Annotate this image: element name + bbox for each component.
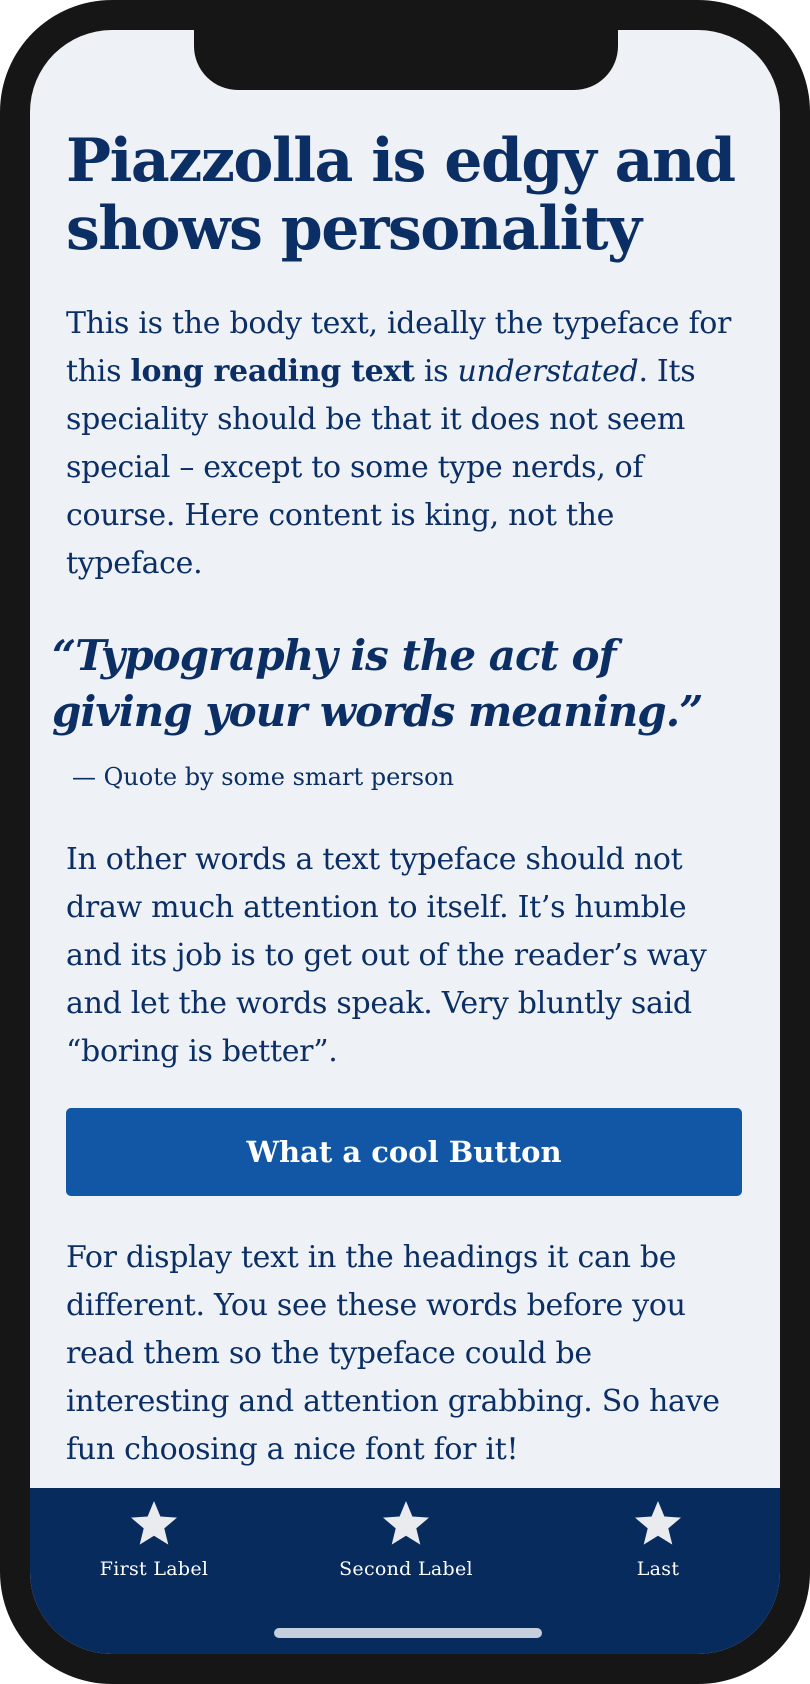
tab-first[interactable] xyxy=(54,1488,254,1598)
blockquote xyxy=(52,628,750,792)
page-title: Piazzolla is edgy and shows personality xyxy=(66,126,735,264)
intro-paragraph xyxy=(66,300,750,588)
screen xyxy=(30,30,780,1654)
home-indicator[interactable] xyxy=(274,1628,542,1638)
article xyxy=(52,126,750,1474)
intro-text-start: This is the body text, ideally the typeface for this xyxy=(66,305,732,389)
cool-button[interactable]: What a cool Button xyxy=(66,1108,742,1196)
tab-last[interactable] xyxy=(558,1488,758,1598)
tab-second[interactable] xyxy=(306,1488,506,1598)
second-paragraph: In other words a text typeface should not draw much attention to itself. It’s humble and its job is to get out of the reader’s way and let the words speak. Very bluntly said “boring is better”. xyxy=(66,841,707,1069)
intro-italic-text: understated xyxy=(457,353,639,389)
star-icon xyxy=(632,1498,684,1550)
quote-author: — Quote by some smart person xyxy=(72,762,454,791)
intro-bold-text: long reading text xyxy=(130,353,415,389)
quote-text: “Typography is the act of giving your words meaning.” xyxy=(52,630,703,736)
bottom-tab-bar xyxy=(30,1488,780,1654)
tab-label: Last xyxy=(636,1558,680,1580)
notch xyxy=(194,30,618,90)
intro-text-middle: is xyxy=(414,353,458,389)
tab-label: First Label xyxy=(99,1558,209,1580)
star-icon xyxy=(380,1498,432,1550)
third-paragraph: For display text in the headings it can be different. You see these words before you read them so the typeface could be interesting and attention grabbing. So have fun choosing a nice font for it! xyxy=(66,1239,720,1467)
intro-text-end: . Its speciality should be that it does not seem special – except to some type nerds, of course. Here content is king, not the typeface. xyxy=(66,353,696,581)
tab-label: Second Label xyxy=(339,1558,473,1580)
star-icon xyxy=(128,1498,180,1550)
